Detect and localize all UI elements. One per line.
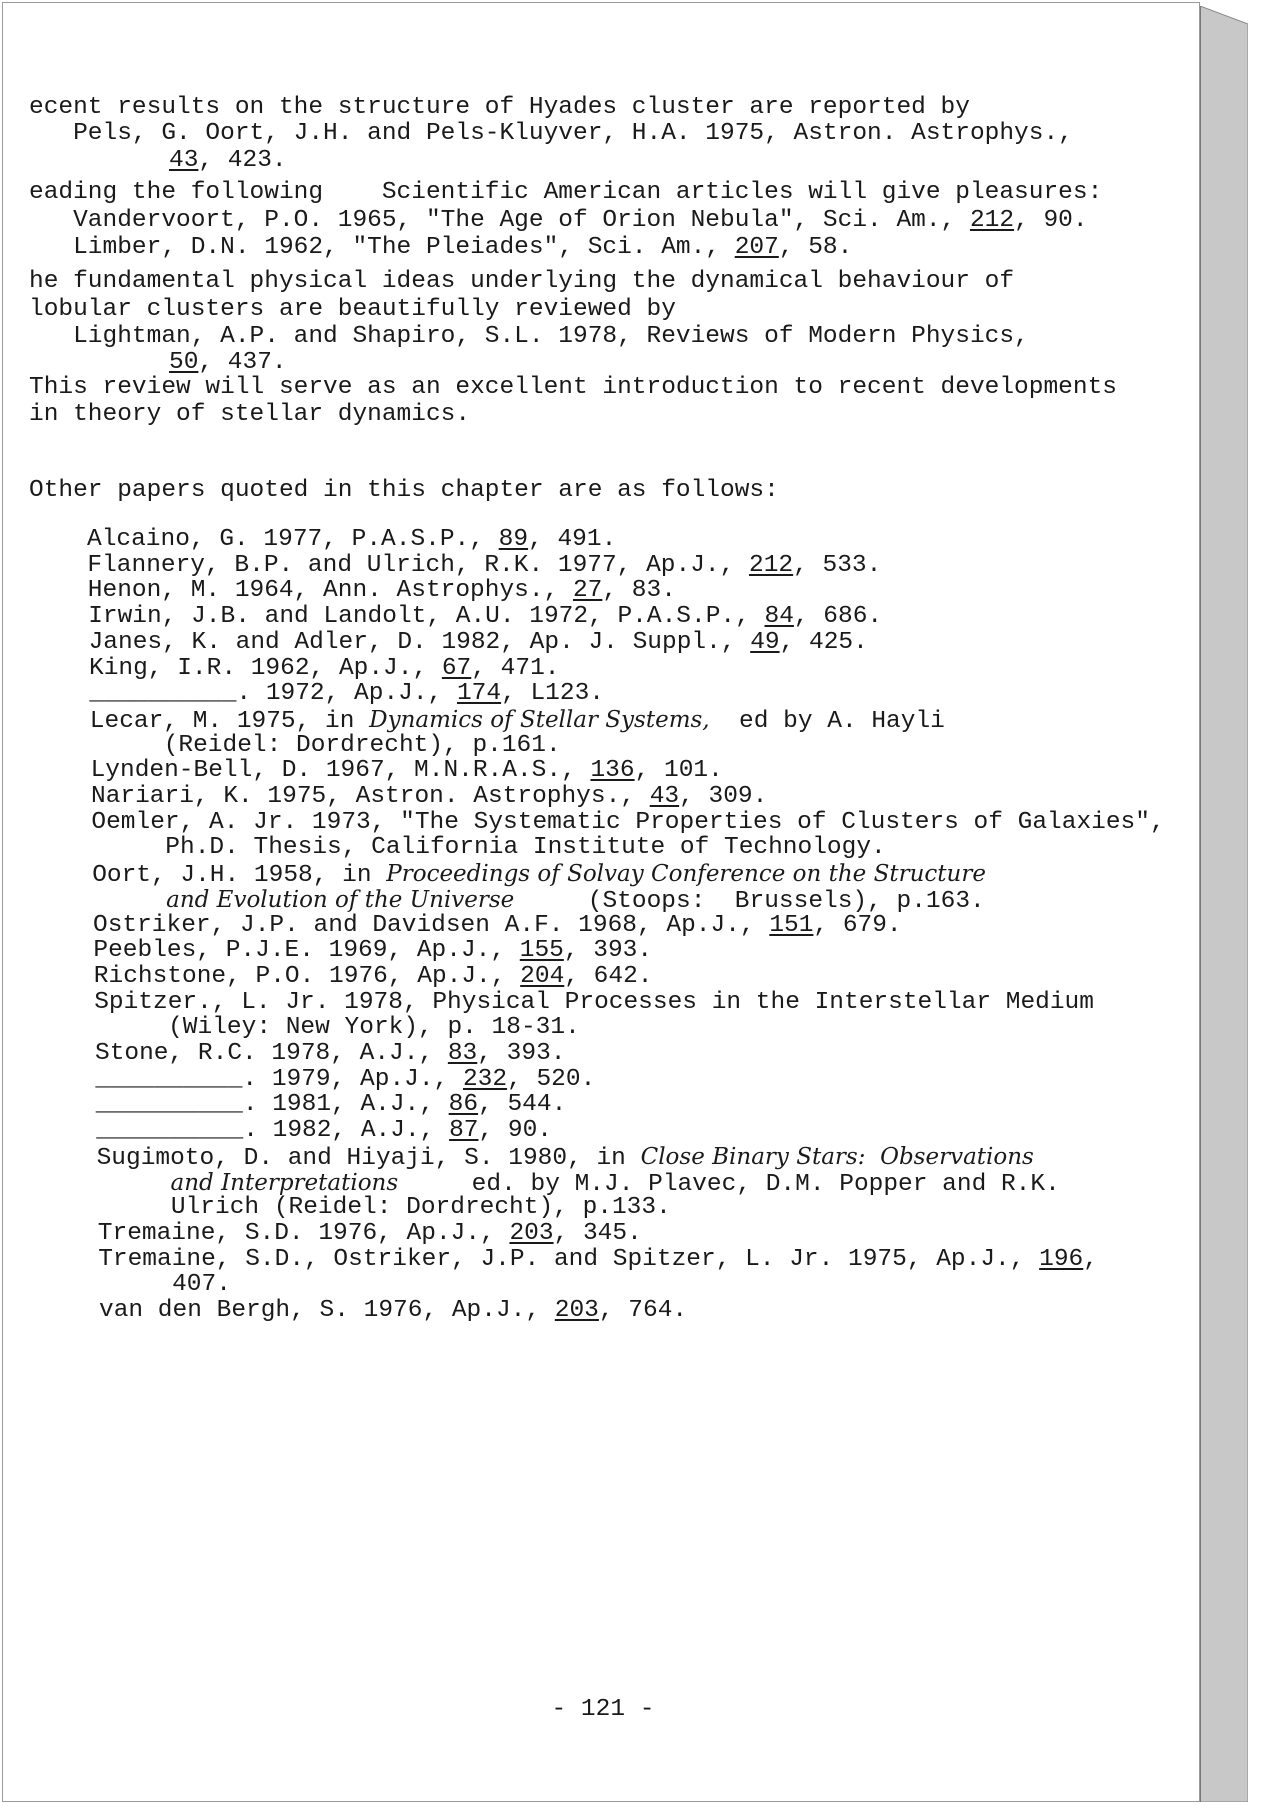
line-text: . 1982, A.J., [243, 1117, 450, 1145]
line-text: Nariari, K. 1975, Astron. Astrophys., [91, 783, 650, 810]
ditto-rule: __________ [89, 680, 237, 708]
volume-number: 196 [1039, 1245, 1084, 1273]
line-text: . 1979, Ap.J., [242, 1065, 463, 1093]
line-text: Limber, D.N. 1962, "The Pleiades", Sci. Am., [29, 234, 735, 261]
line-text: Alcaino, G. 1977, P.A.S.P., [87, 526, 499, 553]
intro-line [29, 295, 676, 325]
line-text: , 425. [779, 628, 868, 656]
line-text: , 437. [198, 349, 287, 376]
volume-number: 89 [498, 526, 529, 553]
line-text: , 471. [471, 654, 560, 682]
line-text: , 393. [563, 937, 653, 965]
line-text: , 544. [478, 1091, 567, 1119]
line-text: Irwin, J.B. and Landolt, A.U. 1972, P.A.S.P., [88, 603, 765, 631]
line-text: Flannery, B.P. and Ulrich, R.K. 1977, Ap.J., [87, 551, 749, 579]
line-text: Stone, R.C. 1978, A.J., [95, 1040, 448, 1067]
ditto-rule: __________ [95, 1065, 243, 1093]
line-text: , 393. [477, 1040, 566, 1067]
line-text: Pels, G. Oort, J.H. and Pels-Kluyver, H.A. 1975, Astron. Astrophys., [29, 120, 1073, 147]
line-text: , 58. [778, 234, 853, 261]
line-text: , 686. [793, 603, 883, 631]
line-text: , L123. [501, 680, 604, 708]
ditto-rule: __________ [95, 1091, 243, 1119]
section-heading: Other papers quoted in this chapter are as follows: [29, 477, 779, 504]
line-text: Peebles, P.J.E. 1969, Ap.J., [93, 937, 520, 965]
line-text: (Stoops: Brussels), p.163. [514, 887, 985, 915]
intro-line [29, 233, 852, 263]
line-text: 407. [98, 1271, 231, 1299]
volume-number: 232 [462, 1065, 508, 1093]
line-text: , 491. [528, 526, 617, 553]
intro-line [29, 267, 1014, 297]
line-text: , 83. [602, 577, 676, 605]
line-text: , [1083, 1245, 1098, 1273]
line-text: , 90. [478, 1117, 552, 1145]
volume-number: 87 [449, 1117, 479, 1145]
line-text: , 679. [813, 911, 902, 939]
volume-number: 212 [969, 207, 1015, 234]
volume-number: 84 [764, 603, 794, 631]
line-text: Janes, K. and Adler, D. 1982, Ap. J. Suppl., [88, 628, 751, 656]
intro-line [169, 146, 287, 176]
line-text: Tremaine, S.D., Ostriker, J.P. and Spitzer, L. Jr. 1975, Ap.J., [98, 1245, 1040, 1273]
line-text: Henon, M. 1964, Ann. Astrophys., [87, 577, 573, 605]
reference-line [98, 1245, 1098, 1275]
intro-line [29, 373, 1117, 403]
line-text: ed by A. Hayli [709, 707, 945, 735]
line-text: Oemler, A. Jr. 1973, "The Systematic Properties of Clusters of Galaxies", [91, 808, 1165, 836]
line-text: Lecar, M. 1975, in [89, 707, 370, 735]
line-text: Ph.D. Thesis, California Institute of Technology. [91, 834, 886, 862]
page-stack-edge [1200, 6, 1248, 1802]
volume-number: 151 [769, 911, 814, 939]
intro-line [29, 400, 470, 430]
line-text: , 345. [553, 1219, 642, 1247]
line-text: , 101. [634, 757, 723, 785]
volume-number: 204 [520, 962, 565, 990]
ditto-rule: __________ [96, 1117, 244, 1145]
volume-number: 67 [441, 654, 472, 682]
line-text: Vandervoort, P.O. 1965, "The Age of Orion Nebula", Sci. Am., [29, 207, 970, 234]
intro-line [29, 119, 1073, 149]
line-text: Richstone, P.O. 1976, Ap.J., [93, 962, 521, 990]
italic-title: Proceedings of Solvay Conference on the Structure [386, 861, 986, 888]
intro-line [29, 178, 1102, 208]
reference-line [99, 1296, 687, 1326]
intro-line [29, 206, 1088, 236]
line-text: lobular clusters are beautifully reviewed by [29, 296, 676, 323]
line-text: Lynden-Bell, D. 1967, M.N.R.A.S., [90, 757, 591, 785]
line-text: eading the following Scientific American articles will give pleasures: [29, 179, 1103, 206]
line-text: (Wiley: New York), p. 18-31. [94, 1014, 580, 1042]
line-text: , 520. [507, 1065, 596, 1093]
line-text: ed. by M.J. Plavec, D.M. Popper and R.K. [398, 1170, 1060, 1198]
volume-number: 43 [649, 783, 680, 810]
volume-number: 86 [448, 1091, 479, 1119]
volume-number: 203 [509, 1219, 554, 1247]
line-text: , 90. [1014, 207, 1088, 234]
line-text: , 764. [598, 1297, 688, 1324]
volume-number: 50 [169, 349, 199, 376]
italic-title: Close Binary Stars: Observations [640, 1143, 1034, 1170]
page-number: - 121 - [551, 1696, 655, 1723]
line-text: Lightman, A.P. and Shapiro, S.L. 1978, Reviews of Modern Physics, [29, 323, 1029, 350]
volume-number: 83 [447, 1040, 478, 1067]
line-text: Tremaine, S.D. 1976, Ap.J., [97, 1219, 510, 1247]
line-text: , 423. [198, 147, 287, 174]
line-text: (Reidel: Dordrecht), p.161. [90, 731, 561, 759]
line-text: , 533. [793, 551, 882, 579]
line-text: ecent results on the structure of Hyades cluster are reported by [29, 94, 970, 121]
line-text: This review will serve as an excellent introduction to recent developments [29, 374, 1117, 401]
line-text: Ulrich (Reidel: Dordrecht), p.133. [97, 1194, 671, 1222]
line-text: he fundamental physical ideas underlying the dynamical behaviour of [29, 268, 1015, 295]
line-text: . 1972, Ap.J., [236, 680, 457, 708]
volume-number: 212 [749, 551, 794, 579]
line-text: , 642. [564, 962, 653, 990]
volume-number: 49 [750, 628, 780, 656]
line-text: King, I.R. 1962, Ap.J., [89, 654, 442, 682]
line-text: in theory of stellar dynamics. [29, 401, 471, 428]
volume-number: 43 [169, 147, 199, 174]
line-text: Ostriker, J.P. and Davidsen A.F. 1968, Ap.J., [93, 911, 770, 939]
italic-title: Dynamics of Stellar Systems, [369, 706, 710, 733]
line-text: . 1981, A.J., [242, 1091, 449, 1119]
italic-title: and Interpretations [170, 1169, 399, 1196]
volume-number: 203 [554, 1297, 599, 1324]
line-text: Spitzer., L. Jr. 1978, Physical Processes in the Interstellar Medium [94, 988, 1094, 1016]
line-text: van den Bergh, S. 1976, Ap.J., [99, 1297, 555, 1324]
volume-number: 27 [572, 577, 603, 605]
volume-number: 136 [590, 757, 635, 785]
document-page [2, 2, 1200, 1802]
italic-title: and Evolution of the Universe [166, 886, 515, 913]
line-text: Oort, J.H. 1958, in [92, 862, 387, 890]
volume-number: 174 [456, 680, 502, 708]
line-text: , 309. [679, 783, 768, 810]
volume-number: 207 [734, 234, 779, 261]
line-text: Sugimoto, D. and Hiyaji, S. 1980, in [96, 1144, 641, 1172]
volume-number: 155 [519, 937, 564, 965]
